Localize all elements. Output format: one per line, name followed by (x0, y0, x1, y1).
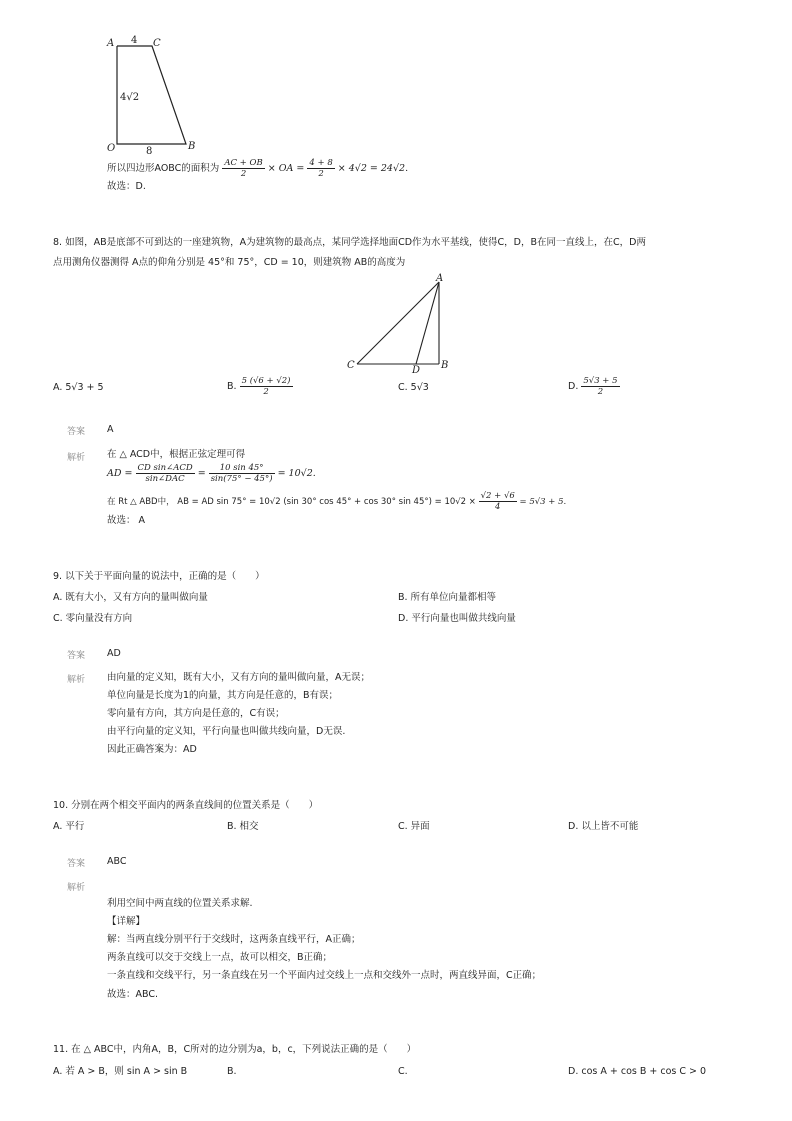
q9-stem: 9. 以下关于平面向量的说法中，正确的是（ ） (53, 571, 265, 582)
q11-option-a[interactable]: A. 若 A > B，则 sin A > sin B (53, 1066, 188, 1077)
q8-analysis-line2 (107, 463, 316, 484)
q8-option-d-den: 2 (597, 387, 604, 397)
q9-analysis-line2: 单位向量是长度为1的向量，其方向是任意的，B有误； (107, 690, 339, 701)
q7-fraction-1 (222, 158, 264, 179)
fig1-label-b: B (188, 141, 196, 152)
q7-f2-num: 4 + 8 (309, 158, 333, 168)
q10-stem: 10. 分别在两个相交平面内的两条直线间的位置关系是（ ） (53, 800, 319, 811)
q10-analysis-line4: 两条直线可以交于交线上一点，故可以相交，B正确； (107, 952, 333, 963)
q8-a2-num2: 10 sin 45° (209, 463, 275, 474)
q8-analysis-line4: 故选： A (107, 515, 146, 526)
fig1-label-bottom: 8 (146, 146, 153, 157)
q10-analysis-label: 解析 (67, 883, 86, 893)
fig1-label-o: O (107, 143, 116, 154)
q10-analysis-line5: 一条直线和交线平行，另一条直线在另一个平面内过交线上一点和交线外一点时，两直线异面，C正确； (107, 970, 542, 981)
q8-option-d-label: D. (568, 381, 579, 392)
q7-f1-num: AC + OB (224, 158, 263, 168)
q9-analysis-line3: 零向量有方向，其方向是任意的，C有误； (107, 708, 285, 719)
q8-option-b-fraction (240, 376, 293, 397)
q8-answer-value: A (107, 424, 114, 435)
q7-f1-den: 2 (240, 169, 247, 179)
q8-a3-tail: = 5√3 + 5. (519, 497, 567, 507)
q8-a3-num: √2 + √6 (480, 491, 515, 501)
q8-option-b-den: 2 (263, 387, 269, 397)
q8-option-c[interactable]: C. 5√3 (398, 382, 429, 393)
q10-analysis-line2: 【详解】 (107, 916, 146, 927)
fig1-label-a: A (107, 38, 115, 49)
q9-analysis-line1: 由向量的定义知，既有大小，又有方向的量叫做向量，A无误； (107, 672, 370, 683)
q9-option-a[interactable]: A. 既有大小，又有方向的量叫做向量 (53, 592, 208, 603)
q8-a2-fraction-2 (209, 463, 275, 484)
q10-option-b[interactable]: B. 相交 (227, 821, 259, 832)
q9-analysis-label: 解析 (67, 675, 86, 685)
q8-a2-fraction-1 (136, 463, 195, 484)
q8-a3-fraction (479, 491, 517, 512)
q8-option-b-num: 5 (√6 + √2) (241, 376, 291, 386)
fig1-label-top: 4 (131, 35, 138, 46)
q10-answer-value: ABC (107, 856, 127, 867)
q8-stem-line2: 点用测角仪器测得 A点的仰角分别是 45°和 75°，CD = 10，则建筑物 AB的高度为 (53, 257, 406, 268)
q8-a2-lhs: AD = (107, 468, 133, 479)
q8-answer-label: 答案 (67, 427, 86, 437)
q10-option-d[interactable]: D. 以上皆不可能 (568, 821, 639, 832)
fig1-label-c: C (153, 38, 161, 49)
q7-f1-tail: × OA = (267, 163, 305, 174)
fig1-label-side: 4√2 (120, 92, 140, 103)
q8-analysis-line1: 在 △ ACD中，根据正弦定理可得 (107, 449, 246, 460)
q10-option-c[interactable]: C. 异面 (398, 821, 430, 832)
q8-fig-label-d: D (412, 365, 421, 376)
q8-option-a[interactable]: A. 5√3 + 5 (53, 382, 104, 393)
q8-option-d[interactable] (568, 376, 620, 397)
q8-fig-label-b: B (441, 360, 449, 371)
q8-stem-line1: 8. 如图，AB是底部不可到达的一座建筑物，A为建筑物的最高点，某同学选择地面CD作为水平基线，使得C，D，B在同一直线上，在C，D两 (53, 237, 646, 248)
q7-area-prefix: 所以四边形AOBC的面积为 (107, 163, 220, 174)
q8-a2-den2: sin(75° − 45°) (210, 474, 273, 484)
q11-option-d[interactable]: D. cos A + cos B + cos C > 0 (568, 1066, 707, 1077)
q8-a2-den1: sin∠DAC (145, 474, 185, 484)
q10-option-a[interactable]: A. 平行 (53, 821, 85, 832)
q8-option-b[interactable] (227, 376, 293, 397)
q7-area-line (107, 158, 408, 179)
q8-a2-tail: = 10√2. (277, 468, 316, 479)
q9-option-d[interactable]: D. 平行向量也叫做共线向量 (398, 613, 516, 624)
q8-line-ca (357, 282, 439, 364)
q8-a3-den: 4 (494, 502, 501, 512)
q9-answer-label: 答案 (67, 651, 86, 661)
q8-option-b-label: B. (227, 381, 237, 392)
q7-answer: 故选：D. (107, 181, 146, 192)
q8-a3-text: 在 Rt △ ABD中， AB = AD sin 75° = 10√2 (sin 30° cos 45° + cos 30° sin 45°) = 10√2 × (107, 497, 476, 507)
q8-option-d-fraction (581, 376, 619, 397)
q8-analysis-label: 解析 (67, 453, 86, 463)
q11-stem: 11. 在 △ ABC中，内角A，B，C所对的边分别为a，b，c，下列说法正确的是（ ） (53, 1044, 417, 1055)
q10-analysis-line3: 解：当两直线分别平行于交线时，这两条直线平行，A正确； (107, 934, 361, 945)
q8-line-da (416, 282, 439, 364)
q7-fraction-2 (307, 158, 334, 179)
q11-option-c[interactable]: C. (398, 1066, 408, 1077)
q11-option-b[interactable]: B. (227, 1066, 237, 1077)
q9-option-c[interactable]: C. 零向量没有方向 (53, 613, 133, 624)
q7-f2-den: 2 (318, 169, 324, 179)
q9-answer-value: AD (107, 648, 121, 659)
q8-a2-eq: = (197, 468, 206, 479)
q10-answer-label: 答案 (67, 859, 86, 869)
q8-option-d-num: 5√3 + 5 (583, 376, 618, 386)
q8-fig-label-a: A (436, 273, 444, 284)
q7-f2-tail: × 4√2 = 24√2. (337, 163, 409, 174)
q8-a2-num1: CD sin∠ACD (137, 463, 193, 473)
q8-analysis-line3 (107, 491, 566, 512)
q9-analysis-line4: 由平行向量的定义知，平行向量也叫做共线向量，D无误. (107, 726, 346, 737)
q8-fig-label-c: C (347, 360, 355, 371)
q10-analysis-line6: 故选：ABC. (107, 989, 159, 1000)
q9-option-b[interactable]: B. 所有单位向量都相等 (398, 592, 497, 603)
q9-analysis-line5: 因此正确答案为：AD (107, 744, 197, 755)
q10-analysis-line1: 利用空间中两直线的位置关系求解. (107, 898, 253, 909)
